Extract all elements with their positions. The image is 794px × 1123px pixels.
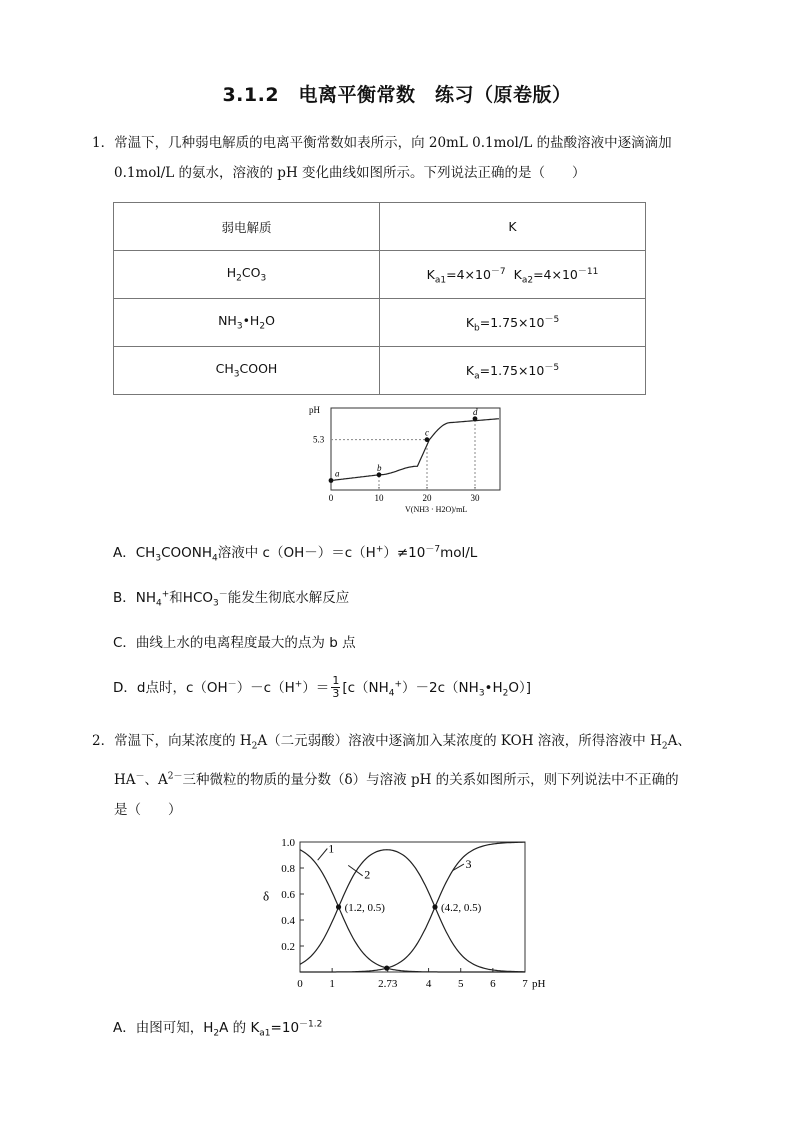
x-tick-label: 7 [522,978,528,990]
data-point [425,437,430,442]
question-1-line-2: 0.1mol/L 的氨水，溶液的 pH 变化曲线如图所示。下列说法正确的是（ ） [114,165,586,181]
table-cell-constant: $K_a=1.75\times 10^{-5}$ [380,347,646,395]
option-1d: D．d点时，c（OH－）－c（H+）＝ $\frac{1}{3}$ $[c(NH_4^+)-2c(NH_3•H_2O)]$ [113,674,532,700]
question-1-line-1: 1．常温下，几种弱电解质的电离平衡常数如表所示，向 20mL 0.1mol/L 的盐酸溶液中逐滴滴加 [92,135,672,151]
point-label: a [335,468,340,479]
question-2-line-1: 2．常温下，向某浓度的 $H_2A$（二元弱酸）溶液中逐滴加入某浓度的 KOH 溶液，所得溶液中 $H_2A$、 [92,733,691,752]
data-point [473,416,478,421]
table-header-cell: K [380,203,646,251]
table-cell-electrolyte: $CH_3COOH$ [114,347,380,395]
series-label: 2 [364,867,371,882]
x-tick-label: 0 [328,493,334,503]
option-1b: B．$NH_4^+$和$HCO_3^-$能发生彻底水解反应 [113,589,350,609]
table-cell-electrolyte: $NH_3•H_2O$ [114,299,380,347]
annotation-label: (1.2, 0.5) [344,902,385,914]
point-label: c [425,427,429,438]
x-tick-label: 30 [470,493,480,503]
x-tick-label: 1 [329,978,335,990]
x-axis-label: V(NH3 · H2O)/mL [405,505,468,514]
point-label: d [473,406,478,417]
x-tick-label: 5 [457,978,464,990]
data-point [377,472,382,477]
option-2a: A．由图可知，$H_2A$ 的 $K_{a1}=10^{-1.2}$ [113,1019,323,1039]
series-label: 1 [328,841,335,856]
y-tick-label: 0.2 [281,941,295,953]
plot-frame [300,842,525,972]
table-row [114,347,646,395]
ionization-constant-table [113,202,646,395]
annotation-label: (4.2, 0.5) [441,902,482,914]
page-title: 3.1.2 电离平衡常数 练习（原卷版） [222,84,572,106]
series-label: 3 [465,857,472,871]
point-label: b [377,462,382,473]
leader-line [348,865,362,875]
table-cell-constant: $K_{a1}=4\times 10^{-7}$ $K_{a2}=4\times 10^{-11}$ [380,251,646,299]
table-row [114,299,646,347]
x-tick-label: 10 [374,493,384,503]
table-row [114,251,646,299]
leader-line [318,849,328,861]
question-2 [92,726,712,825]
table-cell-electrolyte: $H_2CO_3$ [114,251,380,299]
y-tick-label: 0.8 [281,863,295,875]
intersection-point [384,966,389,971]
x-tick-label: 6 [490,978,496,990]
y-axis-label: pH [309,405,320,415]
table-cell-constant: $K_b=1.75\times 10^{-5}$ [380,299,646,347]
question-2-line-2: HA－、$A^{2-}$三种微粒的物质的量分数（δ）与溶液 pH 的关系如图所示，则下列说法中不正确的 [114,771,679,789]
curve-ha [300,850,525,972]
intersection-point [336,904,341,909]
y-tick-label: 0.4 [281,915,295,927]
distribution-fraction-chart [255,832,565,994]
y-tick-label: 0.6 [281,889,295,901]
y-tick-label: 1.0 [281,837,295,849]
option-1a: A．$CH_3COONH_4$溶液中 $c(OH-)=c(H^+)\ne 10^{-7}mol/L$ [113,544,478,564]
data-point [329,478,334,483]
titration-curve [331,419,499,481]
intersection-point [432,904,437,909]
x-tick-label: 20 [422,493,432,503]
curve-h2a [300,850,525,972]
titration-curve-chart [305,400,505,516]
y-tick-label: 5.3 [313,434,325,445]
x-tick-label: 4 [425,978,432,990]
curve-a2 [300,842,525,972]
table-header-cell: 弱电解质 [114,203,380,251]
y-axis-label: δ [263,888,270,904]
option-1c: C．曲线上水的电离程度最大的点为 b 点 [113,635,356,651]
x-tick-label: 0 [297,978,303,990]
x-tick-label: 2.73 [378,978,398,990]
table-header-row [114,203,646,251]
question-2-line-3: 是（ ） [114,802,182,819]
question-1 [92,128,712,188]
x-axis-label: pH [532,978,546,990]
